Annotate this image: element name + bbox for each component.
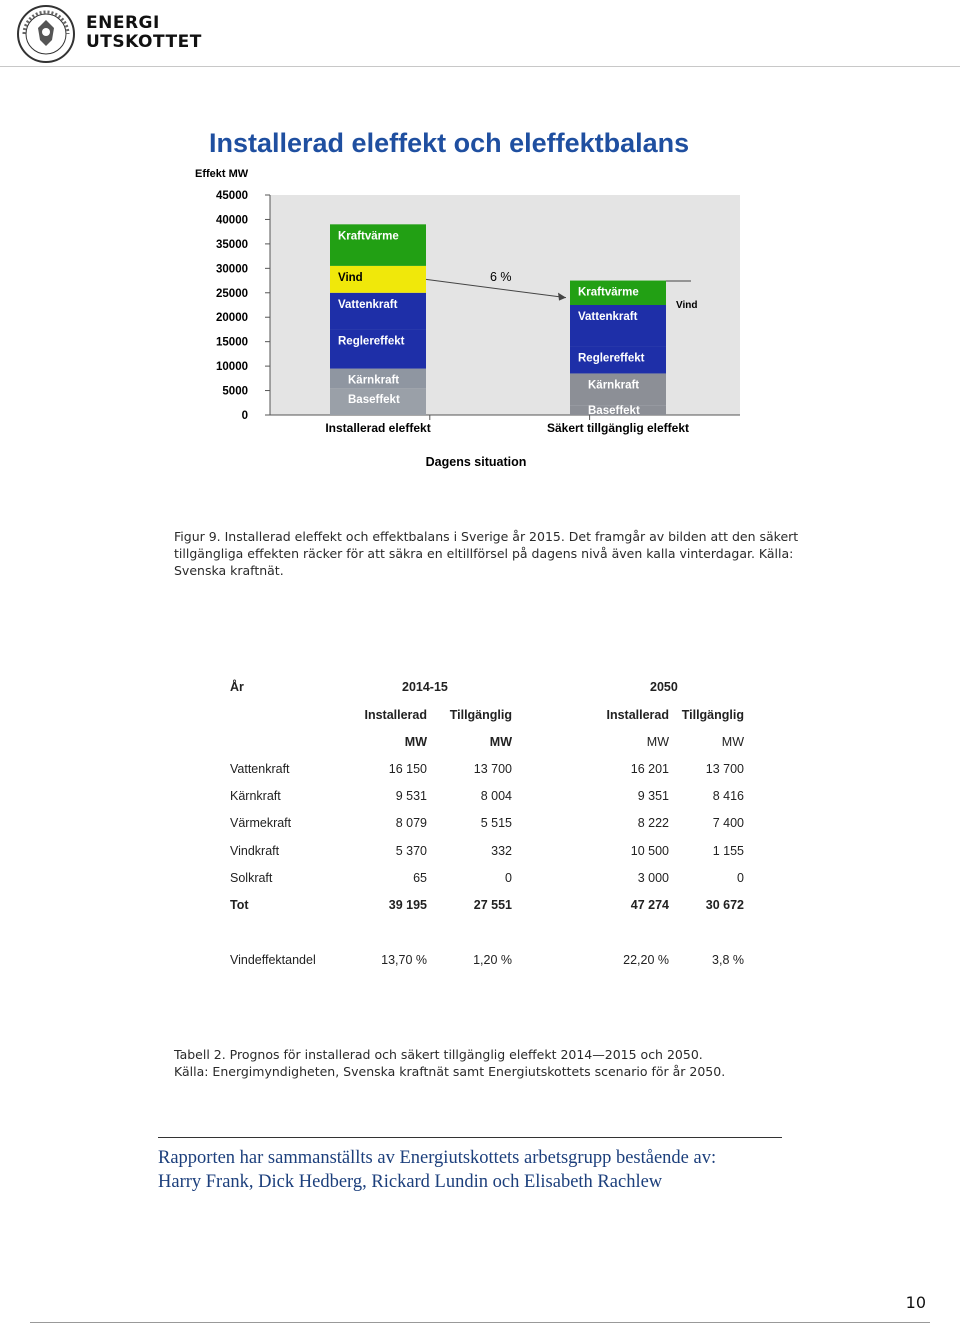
unit-1: MW: [404, 735, 427, 749]
wind-share-cell: 13,70 %: [381, 953, 427, 967]
subheader-installed-2: Installerad: [606, 708, 669, 722]
header-divider: [0, 66, 960, 67]
table-year-label: År: [230, 680, 244, 694]
royal-academy-seal-icon: [16, 4, 76, 64]
row-label: Värmekraft: [230, 816, 292, 830]
bar-segment-label: Kraftvärme: [338, 230, 399, 243]
y-tick-label: 30000: [216, 263, 248, 276]
x-axis-label: Dagens situation: [425, 455, 527, 469]
subheader-available-2: Tillgänglig: [681, 708, 744, 722]
total-cell: 47 274: [630, 898, 669, 912]
annotation-label: Vind: [676, 300, 698, 311]
wind-share-cell: 1,20 %: [473, 953, 512, 967]
installed-power-chart: [180, 160, 760, 480]
table-cell: 16 150: [388, 762, 427, 776]
table-period-2: 2050: [650, 680, 678, 694]
unit-3: MW: [646, 735, 669, 749]
table-caption-line-2: Källa: Energimyndigheten, Svenska kraftnät samt Energiutskottets scenario för år 2050.: [174, 1064, 726, 1079]
credits-line-1: Rapporten har sammanställts av Energiutskottets arbetsgrupp bestående av:: [158, 1148, 717, 1168]
bar-segment-label: Reglereffekt: [578, 352, 645, 365]
chart-title: Installerad eleffekt och eleffektbalans: [209, 128, 690, 158]
y-tick-label: 0: [241, 410, 248, 422]
total-cell: 39 195: [388, 898, 427, 912]
y-axis-label: Effekt MW: [195, 168, 249, 180]
x-tick-label: Installerad eleffekt: [325, 421, 431, 435]
table-cell: 8 079: [395, 816, 427, 830]
figure-caption: Figur 9. Installerad eleffekt och effektbalans i Sverige år 2015. Det framgår av bilden att den säkert tillgängliga effekten räcker för att säkra en eltillförsel på dagens nivå även kalla vinterdagar. Källa: Svenska kraftnät.: [174, 529, 799, 578]
y-tick-label: 35000: [216, 238, 248, 251]
bar-segment-label: Baseffekt: [588, 405, 640, 417]
bar-segment-label: Vattenkraft: [338, 298, 398, 311]
table-cell: 13 700: [705, 762, 744, 776]
wind-share-cell: 22,20 %: [623, 953, 669, 967]
table-cell: 1 155: [712, 844, 744, 858]
bar-segment-label: Vattenkraft: [578, 311, 638, 323]
wind-share-cell: 3,8 %: [712, 953, 744, 967]
y-tick-label: 25000: [216, 287, 248, 300]
bar-segment-label: Reglereffekt: [338, 335, 405, 348]
table-cell: 332: [491, 844, 512, 858]
total-label: Tot: [230, 898, 249, 912]
y-tick-label: 20000: [216, 312, 248, 325]
table-cell: 7 400: [712, 816, 744, 830]
wind-share-label: Vindeffektandel: [230, 953, 316, 967]
credits: [158, 1146, 716, 1194]
y-tick-label: 10000: [216, 361, 248, 374]
row-label: Solkraft: [230, 871, 273, 885]
bar-segment-label: Baseffekt: [348, 394, 400, 407]
table-cell: 8 004: [480, 789, 512, 803]
page-header: [0, 0, 960, 66]
table-cell: 65: [413, 871, 427, 885]
x-tick-label: Säkert tillgänglig eleffekt: [546, 421, 690, 435]
table-cell: 8 222: [637, 816, 669, 830]
y-tick-label: 15000: [216, 336, 248, 349]
row-label: Vindkraft: [230, 844, 280, 858]
table-caption-line-1: Tabell 2. Prognos för installerad och säkert tillgänglig eleffekt 2014—2015 och 2050.: [174, 1047, 703, 1062]
table-cell: 10 500: [630, 844, 669, 858]
bar-segment-label: Vind: [338, 271, 363, 284]
table-cell: 0: [737, 871, 744, 885]
subheader-available-1: Tillgänglig: [449, 708, 512, 722]
total-cell: 27 551: [473, 898, 512, 912]
bar-segment-label: Kraftvärme: [578, 286, 639, 299]
table-caption: [174, 1046, 874, 1080]
bar-segment-label: Kärnkraft: [348, 374, 400, 387]
unit-2: MW: [489, 735, 512, 749]
table-cell: 3 000: [637, 871, 669, 885]
table-cell: 0: [505, 871, 512, 885]
credits-line-2: Harry Frank, Dick Hedberg, Rickard Lundin och Elisabeth Rachlew: [158, 1172, 663, 1192]
table-cell: 8 416: [712, 789, 744, 803]
brand-line-2: UTSKOTTET: [86, 32, 202, 52]
table-period-1: 2014-15: [402, 680, 448, 694]
table-cell: 9 531: [395, 789, 427, 803]
credits-divider: [158, 1137, 782, 1138]
table-cell: 13 700: [473, 762, 512, 776]
row-label: Vattenkraft: [230, 762, 290, 776]
page-number: 10: [905, 1293, 926, 1312]
brand-wordmark: [86, 14, 202, 52]
total-cell: 30 672: [705, 898, 744, 912]
y-tick-label: 40000: [216, 214, 248, 227]
brand-line-1: ENERGI: [86, 13, 160, 33]
y-tick-label: 5000: [222, 385, 248, 398]
unit-4: MW: [721, 735, 744, 749]
bar-segment-label: Kärnkraft: [588, 379, 640, 392]
table-cell: 16 201: [630, 762, 669, 776]
row-label: Kärnkraft: [230, 789, 281, 803]
table-cell: 5 515: [480, 816, 512, 830]
annotation-label: 6 %: [490, 270, 512, 284]
bottom-divider: [30, 1322, 930, 1323]
subheader-installed-1: Installerad: [364, 708, 427, 722]
table-cell: 9 351: [637, 789, 669, 803]
table-cell: 5 370: [395, 844, 427, 858]
y-tick-label: 45000: [216, 190, 248, 202]
